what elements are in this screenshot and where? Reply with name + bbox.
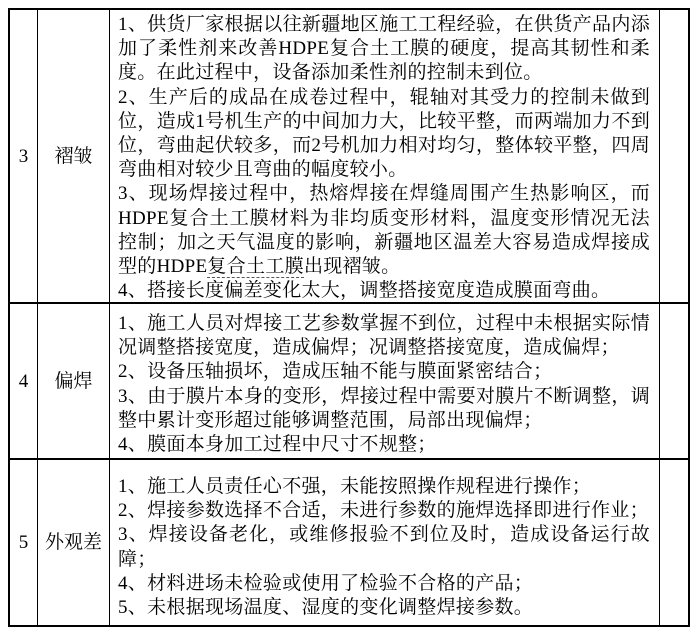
defect-name-cell: 外观差: [38, 460, 110, 625]
cause-item: 4、搭接长度偏差变化太大，调整搭接宽度造成膜面弯曲。: [118, 280, 611, 302]
empty-cell: [660, 460, 688, 625]
cause-item: 3、焊接设备老化，或维修报验不到位及时，造成设备运行故障；: [118, 524, 650, 570]
cause-item: 2、设备压轴损坏，造成压轴不能与膜面紧密结合；: [118, 361, 553, 383]
cause-item: 3、由于膜片本身的变形，焊接过程中需要对膜片不断调整，调整中累计变形超过能够调整范围，局部出现偏焊；: [118, 385, 650, 431]
cause-list: [110, 10, 660, 304]
cause-item: 4、膜面本身加工过程中尺寸不规整；: [118, 434, 437, 456]
defect-name-cell: 褶皱: [38, 10, 110, 304]
row-number-cell: 4: [10, 304, 38, 460]
cause-list: [110, 460, 660, 625]
empty-cell: [660, 10, 688, 304]
row-number-cell: 3: [10, 10, 38, 304]
row-number-cell: 5: [10, 460, 38, 625]
cause-item: 1、施工人员对焊接工艺参数掌握不到位，过程中未根据实际情况调整搭接宽度，造成偏焊；况调整搭接宽度，造成偏焊；: [118, 313, 650, 359]
cause-item: 1、供货厂家根据以往新疆地区施工工程经验，在供货产品内添加了柔性剂来改善HDPE复合土工膜的硬度，提高其韧性和柔度。在此过程中，设备添加柔性剂的控制未到位。: [118, 14, 650, 84]
cause-item: 1、施工人员责任心不强，未能按照操作规程进行操作；: [118, 476, 592, 497]
cause-item: 5、未根据现场温度、湿度的变化调整焊接参数。: [118, 597, 534, 619]
defect-name-cell: 偏焊: [38, 304, 110, 460]
grammar-underline: 复合土工膜: [207, 256, 304, 278]
cause-item: 2、焊接参数选择不合适，未进行参数的施焊选择即进行作业；: [118, 500, 649, 522]
cause-item: 4、材料进场未检验或使用了检验不合格的产品；: [118, 572, 534, 594]
defect-cause-table: [8, 8, 690, 627]
cause-list: [110, 304, 660, 460]
cause-item: 2、生产后的成品在成卷过程中，辊轴对其受力的控制未做到位，造成1号机生产的中间加力大，比较平整，而两端加力不到位，弯曲起伏较多，而2号机加力相对均匀，整体较平整，四周弯曲相对较少且弯曲的幅度较小。: [118, 86, 650, 181]
cause-item: 3、现场焊接过程中，热熔焊接在焊缝周围产生热影响区，而HDPE复合土工膜材料为非均质变形材料，温度变形情况无法控制；加之天气温度的影响，新疆地区温差大容易造成焊接成型的HDPE复合土工膜出现褶皱。: [118, 183, 650, 278]
empty-cell: [660, 304, 688, 460]
